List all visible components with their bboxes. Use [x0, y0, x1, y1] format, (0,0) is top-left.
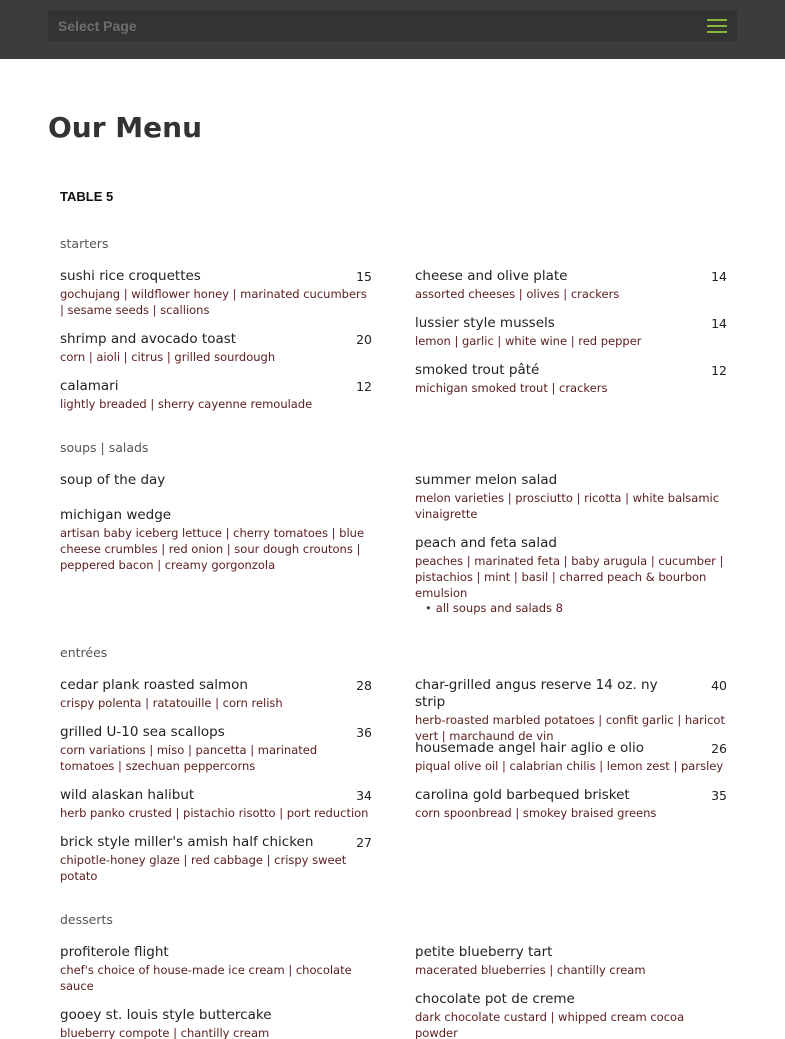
item-price: 12: [711, 363, 727, 378]
menu-item: [415, 677, 727, 744]
item-name: grilled U-10 sea scallops: [60, 724, 225, 740]
item-description: blueberry compote | chantilly cream: [60, 1026, 270, 1039]
hamburger-icon[interactable]: [707, 19, 727, 33]
item-price: 14: [711, 316, 727, 331]
item-name: housemade angel hair aglio e olio: [415, 740, 644, 756]
item-description: melon varieties | prosciutto | ricotta | white balsamic vinaigrette: [415, 491, 720, 521]
item-name: chocolate pot de creme: [415, 991, 575, 1007]
item-description: corn | aioli | citrus | grilled sourdough: [60, 350, 276, 364]
menu-item: [60, 472, 372, 489]
page-title: Our Menu: [48, 111, 203, 144]
item-name: cedar plank roasted salmon: [60, 677, 248, 693]
item-price: 34: [356, 788, 372, 803]
item-price: 40: [711, 678, 727, 693]
menu-item: [60, 331, 372, 365]
menu-item: [60, 268, 372, 318]
item-name: lussier style mussels: [415, 315, 555, 331]
menu-item: [60, 787, 372, 821]
item-name: cheese and olive plate: [415, 268, 568, 284]
item-price: 26: [711, 741, 727, 756]
menu-item: [415, 362, 727, 396]
menu-item: [415, 535, 727, 601]
select-page-label: Select Page: [58, 17, 137, 34]
section-title-desserts: desserts: [60, 912, 113, 927]
section-title-soups-salads: soups | salads: [60, 440, 149, 455]
item-name: peach and feta salad: [415, 535, 557, 551]
item-name: shrimp and avocado toast: [60, 331, 237, 347]
item-price: 15: [356, 269, 372, 284]
item-description: crispy polenta | ratatouille | corn relish: [60, 696, 283, 710]
item-price: 12: [356, 379, 372, 394]
item-name: soup of the day: [60, 472, 166, 488]
note-text: all soups and salads 8: [435, 601, 563, 615]
menu-item: [60, 944, 372, 994]
item-name: michigan wedge: [60, 507, 172, 523]
item-name: char-grilled angus reserve 14 oz. ny strip: [415, 677, 658, 710]
item-price: 28: [356, 678, 372, 693]
menu-item: [415, 944, 727, 978]
item-name: wild alaskan halibut: [60, 787, 195, 803]
item-price: 35: [711, 788, 727, 803]
item-description: peaches | marinated feta | baby arugula | cucumber | pistachios | mint | basil | charred peach & bourbon emulsion: [415, 554, 724, 600]
item-description: assorted cheeses | olives | crackers: [415, 287, 620, 301]
item-description: chipotle-honey glaze | red cabbage | crispy sweet potato: [60, 853, 347, 883]
menu-item: [415, 740, 727, 774]
item-name: gooey st. louis style buttercake: [60, 1007, 272, 1023]
item-description: herb panko crusted | pistachio risotto | port reduction: [60, 806, 369, 820]
section-title-starters: starters: [60, 236, 109, 251]
menu-item: [415, 472, 727, 522]
item-price: 27: [356, 835, 372, 850]
item-description: herb-roasted marbled potatoes | confit garlic | haricot vert | marchaund de vin: [415, 713, 725, 743]
menu-item: [60, 1007, 372, 1039]
item-description: lightly breaded | sherry cayenne remoulade: [60, 397, 313, 411]
menu-item: [60, 677, 372, 711]
item-description: corn variations | miso | pancetta | marinated tomatoes | szechuan peppercorns: [60, 743, 318, 773]
menu-item: [60, 378, 372, 412]
item-name: brick style miller's amish half chicken: [60, 834, 314, 850]
item-description: artisan baby iceberg lettuce | cherry tomatoes | blue cheese crumbles | red onion | sour dough croutons | peppered bacon | creamy gorgonzola: [60, 526, 365, 572]
item-price: 20: [356, 332, 372, 347]
menu-item: [415, 268, 727, 302]
item-description: michigan smoked trout | crackers: [415, 381, 608, 395]
item-description: lemon | garlic | white wine | red pepper: [415, 334, 642, 348]
item-description: gochujang | wildflower honey | marinated cucumbers | sesame seeds | scallions: [60, 287, 367, 317]
item-name: carolina gold barbequed brisket: [415, 787, 630, 803]
select-page-dropdown[interactable]: [48, 10, 737, 41]
item-description: macerated blueberries | chantilly cream: [415, 963, 646, 977]
bullet-icon: •: [425, 601, 432, 615]
menu-item: [415, 991, 727, 1039]
menu-item: [60, 834, 372, 884]
section-title-entrees: entrées: [60, 645, 108, 660]
item-name: profiterole flight: [60, 944, 169, 960]
menu-item: [60, 724, 372, 774]
item-name: calamari: [60, 378, 119, 394]
item-name: summer melon salad: [415, 472, 558, 488]
item-price: 36: [356, 725, 372, 740]
item-price: 14: [711, 269, 727, 284]
menu-item: [415, 315, 727, 349]
item-name: smoked trout pâté: [415, 362, 540, 378]
top-nav-bar: [0, 0, 785, 59]
soups-salads-price-note: [425, 601, 563, 615]
table-label: TABLE 5: [60, 189, 114, 204]
item-name: sushi rice croquettes: [60, 268, 201, 284]
menu-item: [415, 787, 727, 821]
item-description: dark chocolate custard | whipped cream cocoa powder: [415, 1010, 685, 1039]
item-name: petite blueberry tart: [415, 944, 553, 960]
item-description: chef's choice of house-made ice cream | chocolate sauce: [60, 963, 352, 993]
item-description: corn spoonbread | smokey braised greens: [415, 806, 657, 820]
item-description: piqual olive oil | calabrian chilis | lemon zest | parsley: [415, 759, 724, 773]
menu-item: [60, 507, 372, 573]
